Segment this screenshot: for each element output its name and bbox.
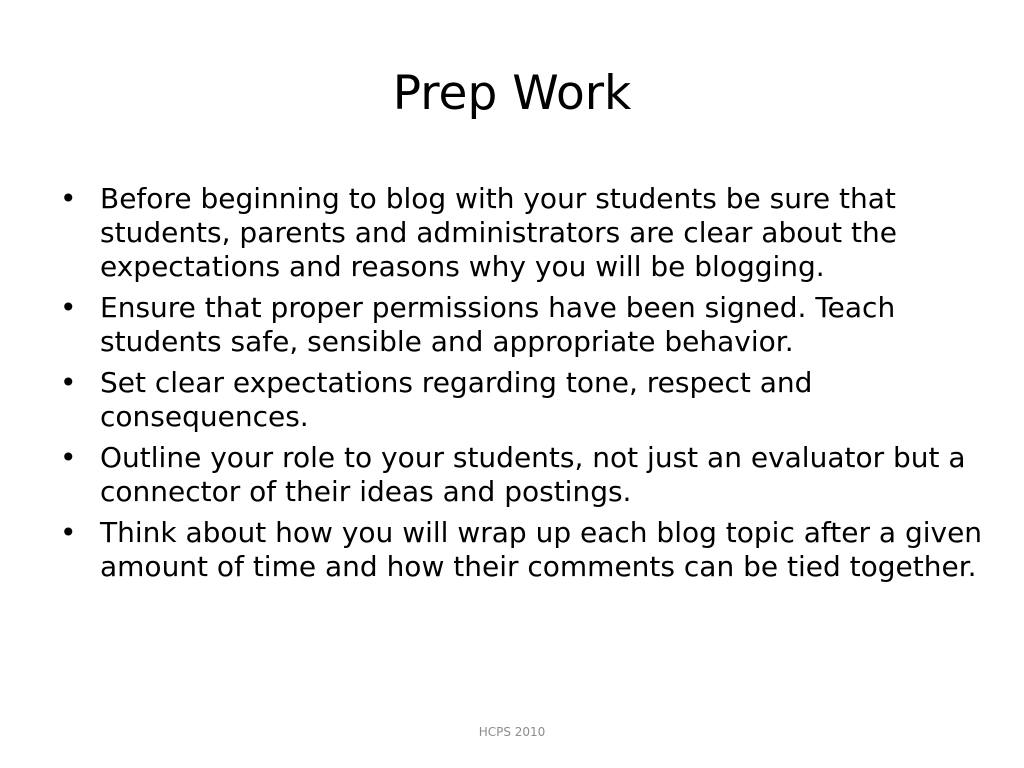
bullet-text: Before beginning to blog with your students be sure that students, parents and administrators are clear about the expectations and reasons why you will be blogging.	[100, 182, 897, 283]
bullet-icon: •	[60, 516, 77, 549]
bullet-item	[58, 516, 988, 584]
bullet-item	[58, 182, 988, 284]
bullet-list	[58, 182, 988, 591]
bullet-item	[58, 441, 988, 509]
slide-title: Prep Work	[392, 66, 632, 121]
bullet-text: Outline your role to your students, not just an evaluator but a connector of their ideas and postings.	[100, 441, 966, 508]
bullet-icon: •	[60, 366, 77, 399]
bullet-icon: •	[60, 291, 77, 324]
bullet-icon: •	[60, 441, 77, 474]
bullet-item	[58, 366, 988, 434]
bullet-icon: •	[60, 182, 77, 215]
bullet-text: Set clear expectations regarding tone, respect and consequences.	[100, 366, 813, 433]
footer-text: HCPS 2010	[478, 725, 546, 739]
bullet-item	[58, 291, 988, 359]
bullet-text: Think about how you will wrap up each blog topic after a given amount of time and how their comments can be tied together.	[100, 516, 983, 583]
bullet-text: Ensure that proper permissions have been signed. Teach students safe, sensible and appropriate behavior.	[100, 291, 896, 358]
